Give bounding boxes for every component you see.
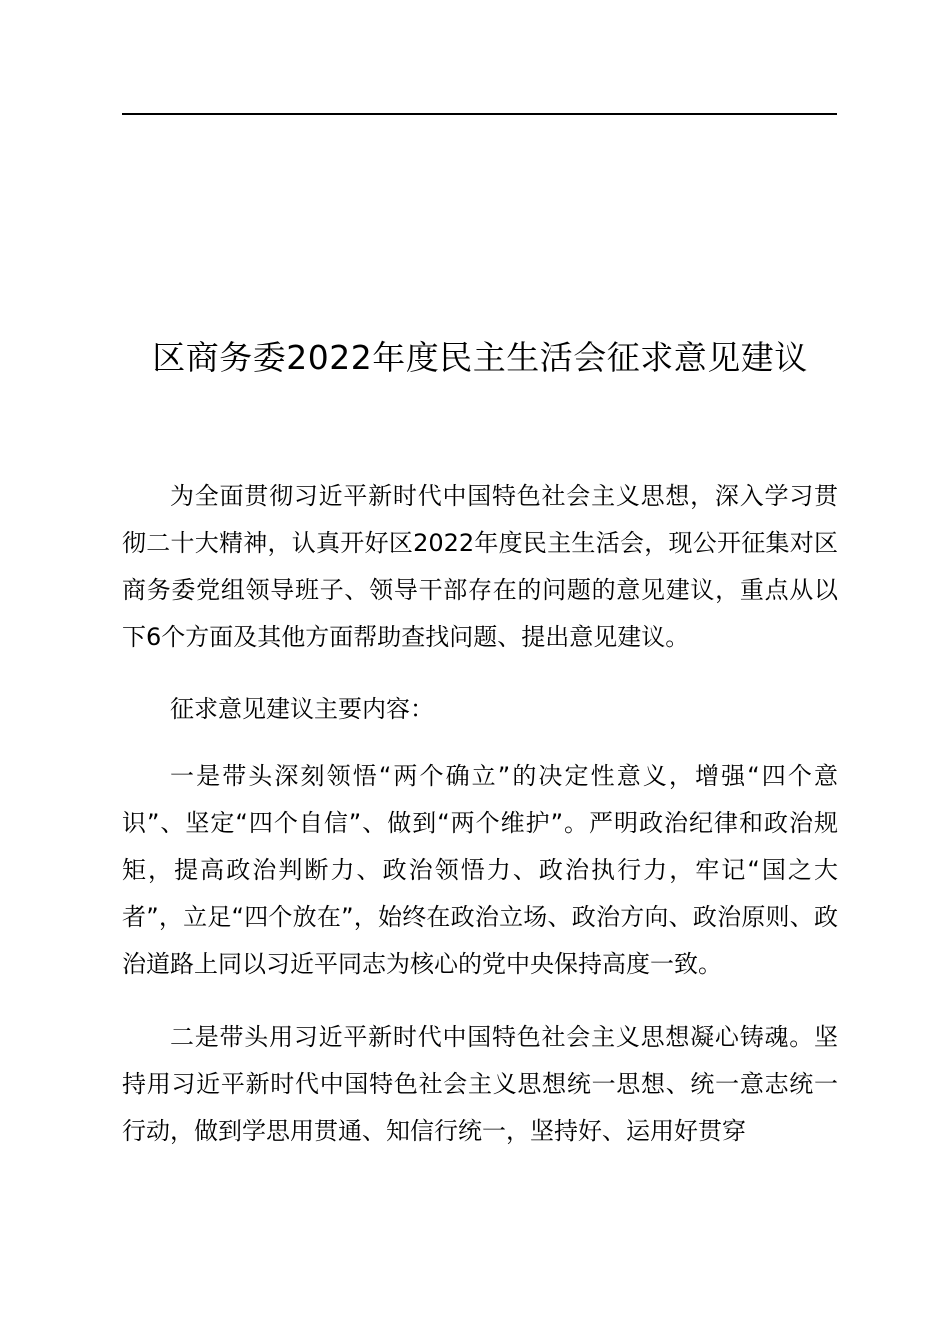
paragraph-item-two: 二是带头用习近平新时代中国特色社会主义思想凝心铸魂。坚持用习近平新时代中国特色社会主义思想统一思想、统一意志统一行动，做到学思用贯通、知信行统一，坚持好、运用好贯穿 (122, 1023, 838, 1145)
header-rule (122, 113, 837, 115)
paragraph-item-one: 一是带头深刻领悟“两个确立”的决定性意义，增强“四个意识”、坚定“四个自信”、做到“两个维护”。严明政治纪律和政治规矩，提高政治判断力、政治领悟力、政治执行力，牢记“国之大者”，立足“四个放在”，始终在政治立场、政治方向、政治原则、政治道路上同以习近平同志为核心的党中央保持高度一致。 (122, 762, 838, 978)
paragraph-content-heading: 征求意见建议主要内容： (170, 695, 434, 723)
document-title: 区商务委2022年度民主生活会征求意见建议 (152, 338, 808, 377)
paragraph-intro: 为全面贯彻习近平新时代中国特色社会主义思想，深入学习贯彻二十大精神，认真开好区2022年度民主生活会，现公开征集对区商务委党组领导班子、领导干部存在的问题的意见建议，重点从以下6个方面及其他方面帮助查找问题、提出意见建议。 (122, 482, 838, 651)
